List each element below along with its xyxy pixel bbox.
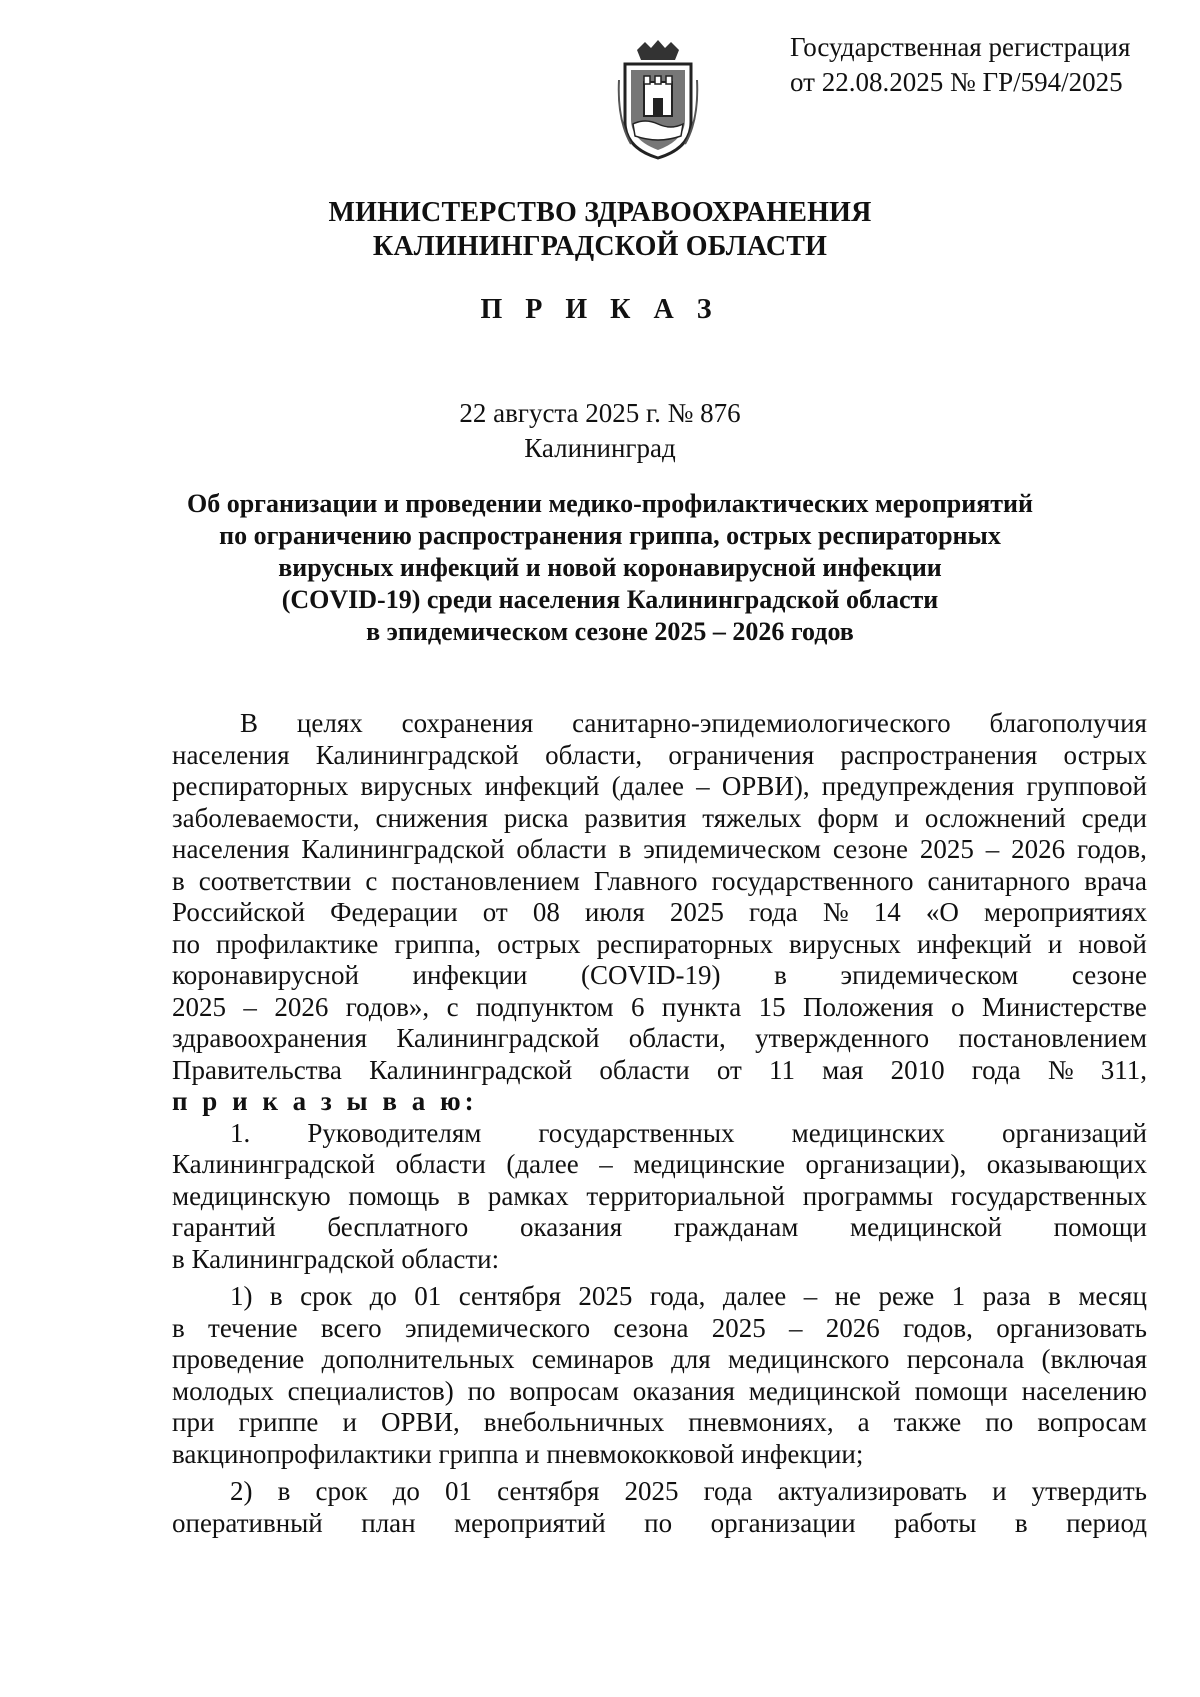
item1-line: Калининградской области (далее – медицинские организации), оказывающих: [172, 1149, 1147, 1179]
coat-of-arms-icon: [617, 40, 699, 160]
ministry-name-line2: КАЛИНИНГРАДСКОЙ ОБЛАСТИ: [372, 231, 828, 262]
order-date-number: 22 августа 2025 г. № 876: [459, 398, 741, 428]
order-subject: [170, 488, 1050, 648]
sub1-line: вакцинопрофилактики гриппа и пневмококковой инфекции;: [172, 1438, 864, 1469]
subject-line: Об организации и проведении медико-профилактических мероприятий: [186, 489, 1033, 518]
item1-line: в Калининградской области:: [172, 1243, 500, 1274]
order-body: [172, 708, 1147, 1539]
registration-stamp: [790, 30, 1170, 100]
order-date-block: [0, 396, 1200, 466]
order-city: Калининград: [524, 433, 676, 463]
subject-line: (COVID-19) среди населения Калининградской области: [281, 585, 939, 614]
preamble-line: коронавирусной инфекции (COVID-19) в эпидемическом сезоне: [172, 960, 1147, 990]
item1-line: гарантий бесплатного оказания гражданам медицинской помощи: [172, 1212, 1147, 1242]
item1-line: медицинскую помощь в рамках территориальной программы государственных: [172, 1180, 1147, 1211]
subject-line: вирусных инфекций и новой коронавирусной инфекции: [278, 553, 942, 582]
sub1-line: в течение всего эпидемического сезона 2025 – 2026 годов, организовать: [172, 1312, 1147, 1343]
preamble-line: заболеваемости, снижения риска развития тяжелых форм и осложнений среди: [172, 802, 1147, 833]
registration-label: Государственная регистрация: [790, 32, 1131, 62]
preamble-line: в соответствии с постановлением Главного государственного санитарного врача: [172, 865, 1147, 896]
sub2-line: 2) в срок до 01 сентября 2025 года актуализировать и утвердить: [230, 1476, 1147, 1506]
preamble-line: населения Калининградской области, ограничения распространения острых: [172, 739, 1147, 770]
ministry-name-line1: МИНИСТЕРСТВО ЗДРАВООХРАНЕНИЯ: [328, 197, 872, 228]
sub2-line: оперативный план мероприятий по организации работы в период: [172, 1507, 1147, 1538]
subject-line: в эпидемическом сезоне 2025 – 2026 годов: [366, 617, 854, 646]
preamble-line: респираторных вирусных инфекций (далее – ОРВИ), предупреждения групповой: [172, 771, 1147, 801]
sub1-line: проведение дополнительных семинаров для медицинского персонала (включая: [172, 1344, 1147, 1374]
sub1-line: молодых специалистов) по вопросам оказания медицинской помощи населению: [172, 1375, 1147, 1406]
document-type-title: П Р И К А З: [480, 294, 720, 325]
ministry-name: [0, 196, 1200, 264]
item1-line: 1. Руководителям государственных медицинских организаций: [230, 1117, 1147, 1148]
preamble-line: Российской Федерации от 08 июля 2025 года № 14 «О мероприятиях: [172, 897, 1147, 927]
preamble-line: здравоохранения Калининградской области, утвержденного постановлением: [172, 1023, 1147, 1053]
preamble-line: населения Калининградской области в эпидемическом сезоне 2025 – 2026 годов,: [172, 834, 1147, 864]
registration-number: от 22.08.2025 № ГР/594/2025: [790, 67, 1123, 97]
order-word: [172, 1086, 1147, 1118]
preamble-line: по профилактике гриппа, острых респираторных вирусных инфекций и новой: [172, 928, 1147, 959]
sub1-line: 1) в срок до 01 сентября 2025 года, далее – не реже 1 раза в месяц: [230, 1281, 1147, 1311]
sub1-line: при гриппе и ОРВИ, внебольничных пневмониях, а также по вопросам: [172, 1407, 1147, 1437]
preamble-line: В целях сохранения санитарно-эпидемиологического благополучия: [240, 708, 1147, 738]
preamble-line: 2025 – 2026 годов», с подпунктом 6 пункта 15 Положения о Министерстве: [172, 991, 1147, 1022]
subject-line: по ограничению распространения гриппа, острых респираторных: [219, 521, 1001, 550]
order-word-text: п р и к а з ы в а ю:: [172, 1086, 478, 1116]
preamble-line: Правительства Калининградской области от 11 мая 2010 года № 311,: [172, 1054, 1147, 1085]
